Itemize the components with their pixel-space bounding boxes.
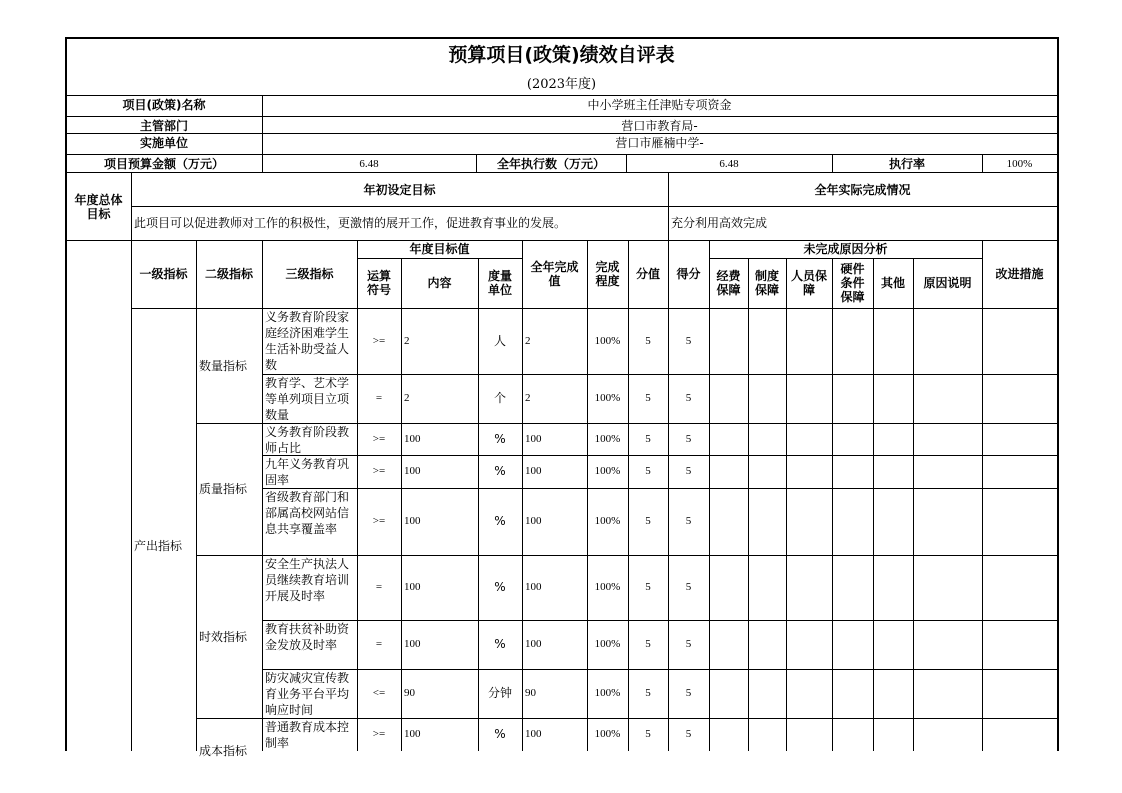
grid-line (65, 116, 1057, 117)
unit-cell: 个 (493, 391, 506, 405)
degree-cell: 100% (594, 728, 621, 740)
operator-cell: >= (372, 515, 386, 527)
operator-cell: = (375, 392, 383, 404)
goal-label: 年度总体目标 (74, 193, 123, 221)
operator-cell: >= (372, 334, 386, 347)
project-name-label: 项目(政策)名称 (122, 97, 206, 112)
grid-line (628, 240, 629, 751)
header-system: 制度保障 (754, 269, 779, 297)
grid-line (196, 718, 1057, 719)
group-quality: 质量指标 (199, 482, 248, 496)
score-cell: 5 (685, 515, 692, 527)
score-value-cell: 5 (645, 687, 651, 699)
unit-value: 营口市雁楠中学- (615, 135, 704, 150)
content-cell: 100 (404, 432, 421, 445)
year-label: (2023年度) (526, 77, 597, 92)
operator-cell: = (375, 581, 383, 593)
score-cell: 5 (685, 638, 692, 650)
budget-value: 6.48 (359, 157, 379, 170)
goal-initial-text: 此项目可以促进教师对工作的积极性，更激情的展开工作，促进教育事业的发展。 (134, 216, 567, 230)
content-cell: 100 (404, 638, 421, 650)
header-annual-target: 年度目标值 (409, 242, 470, 256)
grid-line (262, 374, 1057, 375)
page-title: 预算项目(政策)绩效自评表 (448, 44, 675, 66)
grid-line (65, 240, 1057, 241)
level3-indicator: 义务教育阶段教师占比 (265, 425, 350, 455)
grid-line (65, 133, 1057, 134)
goal-initial-label: 年初设定目标 (363, 183, 436, 197)
unit-cell: % (494, 727, 506, 741)
grid-line (709, 240, 710, 751)
score-cell: 5 (685, 465, 692, 477)
annual-done-cell: 100 (525, 465, 542, 477)
annual-done-cell: 2 (525, 334, 531, 347)
level3-indicator: 普通教育成本控制率 (265, 720, 350, 750)
grid-line (587, 240, 588, 751)
grid-line (262, 488, 1057, 489)
rate-label: 执行率 (888, 156, 925, 171)
degree-cell: 100% (594, 515, 621, 527)
grid-line (522, 240, 523, 751)
grid-line (196, 555, 1057, 556)
score-value-cell: 5 (645, 515, 651, 527)
header-hardware: 硬件条件保障 (840, 262, 865, 304)
grid-line (873, 258, 874, 751)
grid-line (786, 258, 787, 751)
group-quantity: 数量指标 (199, 358, 248, 373)
degree-cell: 100% (594, 581, 621, 593)
annual-done-cell: 100 (525, 638, 542, 650)
grid-line (668, 172, 669, 240)
grid-line (832, 258, 833, 751)
group-cost: 成本指标 (199, 744, 248, 758)
header-level2: 二级指标 (204, 267, 253, 281)
exec-value: 6.48 (719, 157, 739, 170)
score-cell: 5 (685, 432, 692, 445)
header-score-value: 分值 (635, 267, 660, 281)
grid-line (476, 154, 477, 172)
grid-line (262, 240, 263, 751)
header-operator: 运算符号 (366, 269, 391, 297)
header-level1: 一级指标 (139, 267, 188, 281)
grid-line (131, 308, 1057, 309)
grid-line (357, 258, 522, 259)
level3-indicator: 省级教育部门和部属高校网站信息共享覆盖率 (265, 490, 350, 536)
rate-value: 100% (1006, 157, 1033, 170)
degree-cell: 100% (594, 638, 621, 650)
grid-line (65, 95, 1057, 96)
header-unfinished: 未完成原因分析 (803, 242, 888, 256)
level3-indicator: 教育扶贫补助资金发放及时率 (265, 622, 350, 652)
grid-line (913, 258, 914, 751)
score-value-cell: 5 (645, 432, 651, 445)
grid-line (196, 423, 1057, 424)
degree-cell: 100% (594, 465, 621, 477)
grid-line (832, 154, 833, 172)
dept-label: 主管部门 (139, 118, 188, 133)
degree-cell: 100% (594, 432, 621, 445)
score-cell: 5 (685, 334, 692, 347)
score-value-cell: 5 (645, 581, 651, 593)
grid-line (748, 258, 749, 751)
grid-line (262, 455, 1057, 456)
content-cell: 90 (404, 687, 415, 699)
grid-line (65, 172, 1057, 173)
unit-cell: % (494, 637, 506, 651)
level3-indicator: 安全生产执法人员继续教育培训开展及时率 (265, 557, 350, 603)
grid-line (262, 669, 1057, 670)
header-measures: 改进措施 (995, 267, 1044, 281)
content-cell: 100 (404, 581, 421, 593)
annual-done-cell: 100 (525, 581, 542, 593)
score-cell: 5 (685, 687, 692, 699)
header-fund: 经费保障 (716, 269, 741, 297)
grid-line (262, 620, 1057, 621)
goal-actual-label: 全年实际完成情况 (814, 183, 911, 197)
grid-line (262, 95, 263, 172)
content-cell: 2 (404, 392, 410, 404)
unit-cell: % (494, 580, 506, 594)
annual-done-cell: 100 (525, 515, 542, 527)
level3-indicator: 义务教育阶段家庭经济困难学生生活补助受益人数 (265, 310, 350, 372)
grid-line (65, 154, 1057, 155)
header-annual-done: 全年完成值 (530, 260, 579, 288)
content-cell: 100 (404, 728, 421, 740)
annual-done-cell: 2 (525, 392, 531, 404)
degree-cell: 100% (594, 392, 621, 404)
grid-line (982, 154, 983, 172)
operator-cell: >= (372, 465, 386, 477)
score-value-cell: 5 (645, 638, 651, 650)
score-value-cell: 5 (645, 392, 651, 404)
unit-cell: % (494, 514, 506, 528)
grid-line (709, 258, 982, 259)
unit-label: 实施单位 (139, 135, 188, 150)
grid-line (478, 258, 479, 751)
annual-done-cell: 100 (525, 728, 542, 740)
header-unit: 度量单位 (487, 269, 512, 297)
grid-line (65, 37, 1058, 39)
unit-cell: 人 (493, 333, 506, 348)
header-degree: 完成程度 (595, 260, 620, 288)
score-cell: 5 (685, 728, 692, 740)
degree-cell: 100% (594, 687, 621, 699)
grid-line (626, 154, 627, 172)
header-level3: 三级指标 (285, 267, 334, 281)
goal-actual-text: 充分利用高效完成 (671, 216, 768, 230)
header-other: 其他 (880, 276, 905, 290)
grid-line (131, 206, 1057, 207)
operator-cell: >= (372, 728, 386, 740)
grid-line (131, 172, 132, 751)
budget-label: 项目预算金额（万元） (103, 156, 224, 171)
project-name-value: 中小学班主任津贴专项资金 (587, 97, 732, 112)
score-cell: 5 (685, 581, 692, 593)
content-cell: 2 (404, 334, 410, 347)
header-reason: 原因说明 (923, 276, 972, 290)
annual-done-cell: 100 (525, 432, 542, 445)
output-indicator-label: 产出指标 (134, 539, 183, 553)
exec-label: 全年执行数（万元） (496, 156, 605, 171)
grid-line (668, 240, 669, 751)
grid-line (65, 37, 67, 751)
degree-cell: 100% (594, 334, 621, 347)
group-timeliness: 时效指标 (199, 629, 248, 644)
unit-cell: 分钟 (487, 686, 512, 700)
grid-line (196, 240, 197, 751)
level3-indicator: 教育学、艺术学等单列项目立项数量 (265, 376, 350, 422)
unit-cell: % (494, 464, 506, 478)
level3-indicator: 防灾减灾宣传教育业务平台平均响应时间 (265, 671, 350, 717)
score-value-cell: 5 (645, 334, 651, 347)
dept-value: 营口市教育局- (621, 118, 698, 133)
grid-line (401, 258, 402, 751)
grid-line (1057, 37, 1059, 751)
grid-line (982, 240, 983, 751)
unit-cell: % (494, 431, 506, 446)
operator-cell: >= (372, 432, 386, 445)
score-cell: 5 (685, 392, 692, 404)
score-value-cell: 5 (645, 465, 651, 477)
annual-done-cell: 90 (525, 687, 536, 699)
operator-cell: = (375, 638, 383, 650)
header-content: 内容 (427, 276, 452, 290)
score-value-cell: 5 (645, 728, 651, 740)
level3-indicator: 九年义务教育巩固率 (265, 457, 350, 487)
grid-line (357, 240, 358, 751)
operator-cell: <= (372, 687, 386, 699)
content-cell: 100 (404, 515, 421, 527)
content-cell: 100 (404, 465, 421, 477)
header-score: 得分 (676, 267, 701, 281)
header-staff: 人员保障 (790, 269, 827, 297)
